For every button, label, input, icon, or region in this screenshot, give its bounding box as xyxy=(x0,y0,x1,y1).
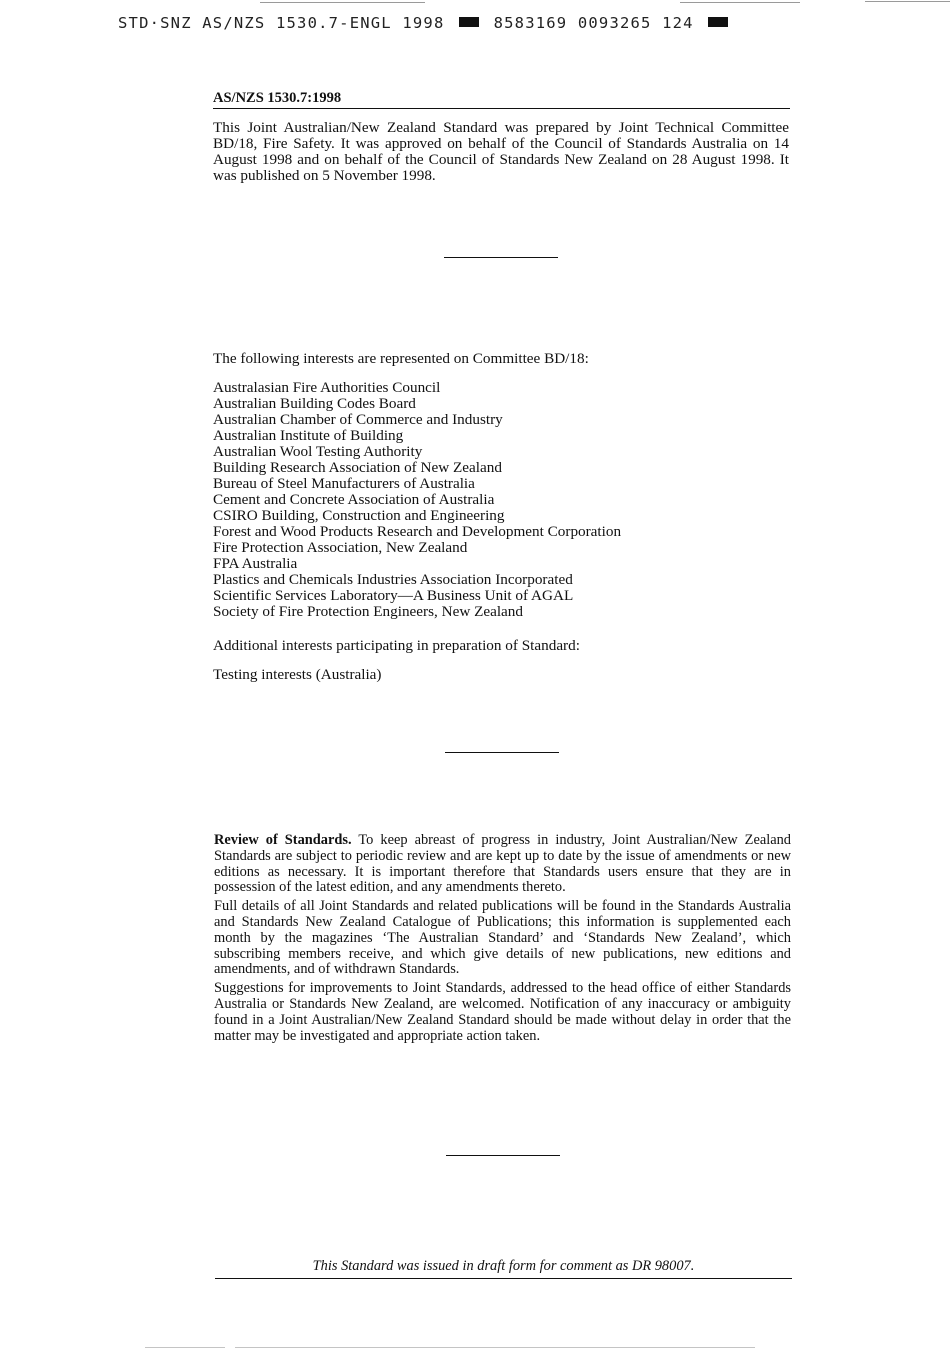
additional-interests-heading: Additional interests participating in preparation of Standard: xyxy=(213,637,580,654)
document-header-code xyxy=(118,14,838,32)
review-paragraph-1 xyxy=(214,833,791,896)
review-of-standards xyxy=(214,833,791,1047)
list-item: CSIRO Building, Construction and Engineering xyxy=(213,507,505,524)
draft-comment-note: This Standard was issued in draft form for comment as DR 98007. xyxy=(215,1258,792,1279)
list-item: Building Research Association of New Zealand xyxy=(213,459,502,476)
list-item: Australian Chamber of Commerce and Industry xyxy=(213,411,503,428)
committee-intro: The following interests are represented on Committee BD/18: xyxy=(213,350,589,367)
scan-artifact-line xyxy=(865,1,950,2)
section-divider xyxy=(445,752,559,753)
review-text-1: To keep abreast of progress in industry, Joint Australian/New Zealand Standards are subject to periodic review and are kept up to date by the issue of amendments or new editions as necessary. It is important therefore that Standards users ensure that they are in possession of the latest edition, and any amendments thereto. xyxy=(214,832,791,896)
scan-artifact-line xyxy=(260,2,425,3)
committee-interests-list xyxy=(213,380,621,620)
standard-designation: AS/NZS 1530.7:1998 xyxy=(213,90,790,109)
list-item: Australian Building Codes Board xyxy=(213,395,416,412)
list-item: Forest and Wood Products Research and Development Corporation xyxy=(213,523,622,540)
list-item: Fire Protection Association, New Zealand xyxy=(213,539,468,556)
list-item: Australasian Fire Authorities Council xyxy=(213,379,441,396)
list-item: Australian Wool Testing Authority xyxy=(213,443,423,460)
intro-paragraph: This Joint Australian/New Zealand Standard was prepared by Joint Technical Committee BD/18, Fire Safety. It was approved on behalf of the Council of Standards Australia on 14 August 1998 and on behalf of the Council of Standards New Zealand on 28 August 1998. It was published on 5 November 1998. xyxy=(213,119,789,184)
scan-artifact-line xyxy=(680,2,800,3)
section-divider xyxy=(446,1155,560,1156)
list-item: Scientific Services Laboratory—A Business Unit of AGAL xyxy=(213,587,574,604)
redaction-block xyxy=(459,17,479,27)
redaction-block xyxy=(708,17,728,27)
list-item: Bureau of Steel Manufacturers of Australia xyxy=(213,475,475,492)
list-item: FPA Australia xyxy=(213,555,298,572)
list-item: Australian Institute of Building xyxy=(213,427,404,444)
review-heading: Review of Standards. xyxy=(214,832,352,848)
header-code-left: STD·SNZ AS/NZS 1530.7-ENGL 1998 xyxy=(118,14,445,32)
additional-interest-item: Testing interests (Australia) xyxy=(213,666,382,683)
list-item: Cement and Concrete Association of Australia xyxy=(213,491,495,508)
scan-artifact-line xyxy=(145,1347,225,1348)
list-item: Society of Fire Protection Engineers, New Zealand xyxy=(213,603,523,620)
review-paragraph-3: Suggestions for improvements to Joint Standards, addressed to the head office of either Standards Australia or Standards New Zealand, are welcomed. Notification of any inaccuracy or ambiguity found in a Joint Australian/New Zealand Standard should be made without delay in order that the matter may be investigated and appropriate action taken. xyxy=(214,980,791,1044)
scan-artifact-line xyxy=(235,1347,755,1348)
review-paragraph-2: Full details of all Joint Standards and related publications will be found in the Standards Australia and Standards New Zealand Catalogue of Publications; this information is supplemented each month by the magazines ‘The Australian Standard’ and ‘Standards New Zealand’, which subscribing members receive, and which give details of new publications, new editions and amendments, and of withdrawn Standards. xyxy=(214,898,791,978)
list-item: Plastics and Chemicals Industries Association Incorporated xyxy=(213,571,573,588)
section-divider xyxy=(444,257,558,258)
header-code-right: 8583169 0093265 124 xyxy=(493,14,694,32)
